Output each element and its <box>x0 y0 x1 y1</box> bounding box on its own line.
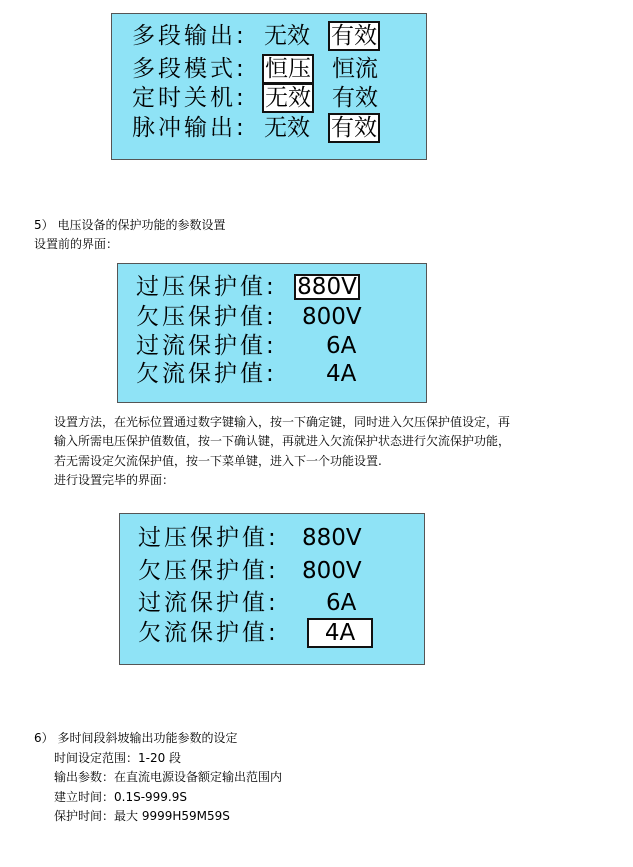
lcd-option-cc: 恒流 <box>332 56 378 82</box>
lcd-row-pulse-output <box>112 113 428 143</box>
lcd-label: 定时关机: <box>132 85 247 111</box>
protect-time: 保护时间：最大 9999H59M59S <box>54 809 230 823</box>
lcd-value: 6A <box>326 333 357 359</box>
lcd-row-ucp <box>120 618 426 648</box>
setup-time: 建立时间：0.1S-999.9S <box>54 790 188 804</box>
lcd-row-ovp <box>118 272 428 302</box>
lcd-option-valid: 有效 <box>332 85 378 111</box>
lcd-row-ocp <box>118 331 428 361</box>
lcd-label: 欠压保护值: <box>138 558 279 584</box>
lcd-option-invalid: 无效 <box>264 23 310 49</box>
time-range: 时间设定范围：1-20 段 <box>54 751 182 765</box>
lcd-row-uvp <box>118 302 428 332</box>
section-6-title: 6） 多时间段斜坡输出功能参数的设定 <box>34 731 238 745</box>
lcd-value: 6A <box>326 590 357 616</box>
lcd-row-ovp <box>120 523 426 553</box>
lcd-value: 800V <box>302 558 362 584</box>
method-line-3: 若无需设定欠流保护值，按一下菜单键，进入下一个功能设置. <box>54 454 382 468</box>
lcd-label: 欠压保护值: <box>136 304 277 330</box>
lcd-row-timer-off <box>112 83 428 113</box>
lcd-row-multi-mode <box>112 54 428 84</box>
section-5-title: 5） 电压设备的保护功能的参数设置 <box>34 218 226 232</box>
lcd-value: 800V <box>302 304 362 330</box>
lcd-label: 欠流保护值: <box>138 620 279 646</box>
lcd-label: 过流保护值: <box>138 590 279 616</box>
before-setting-label: 设置前的界面： <box>34 237 119 251</box>
lcd-option-invalid-selected: 无效 <box>262 83 314 113</box>
lcd-value: 4A <box>326 361 357 387</box>
lcd-label: 欠流保护值: <box>136 361 277 387</box>
lcd-value-cursor: 4A <box>307 618 373 648</box>
lcd-label: 多段输出: <box>132 23 247 49</box>
lcd-panel-protection-before <box>117 263 427 403</box>
lcd-panel-protection-after <box>119 513 425 665</box>
lcd-label: 多段模式: <box>132 56 247 82</box>
lcd-option-valid-selected: 有效 <box>328 21 380 51</box>
method-line-2: 输入所需电压保护值数值，按一下确认键，再就进入欠流保护状态进行欠流保护功能， <box>54 434 511 448</box>
lcd-option-invalid: 无效 <box>264 115 310 141</box>
lcd-row-multi-output <box>112 21 428 51</box>
lcd-row-ucp <box>118 359 428 389</box>
method-line-1: 设置方法，在光标位置通过数字键输入，按一下确定键，同时进入欠压保护值设定，再 <box>54 415 511 429</box>
lcd-option-cv-selected: 恒压 <box>262 54 314 84</box>
lcd-label: 过流保护值: <box>136 333 277 359</box>
output-parameter: 输出参数：在直流电源设备额定输出范围内 <box>54 770 283 784</box>
lcd-label: 过压保护值: <box>138 525 279 551</box>
lcd-label: 过压保护值: <box>136 274 277 300</box>
lcd-option-valid-selected: 有效 <box>328 113 380 143</box>
lcd-label: 脉冲输出: <box>132 115 247 141</box>
lcd-row-ocp <box>120 588 426 618</box>
lcd-value: 880V <box>302 525 362 551</box>
lcd-panel-multi-segment <box>111 13 427 160</box>
method-line-4: 进行设置完毕的界面： <box>54 473 175 487</box>
lcd-value-cursor: 880V <box>294 274 360 300</box>
lcd-row-uvp <box>120 556 426 586</box>
